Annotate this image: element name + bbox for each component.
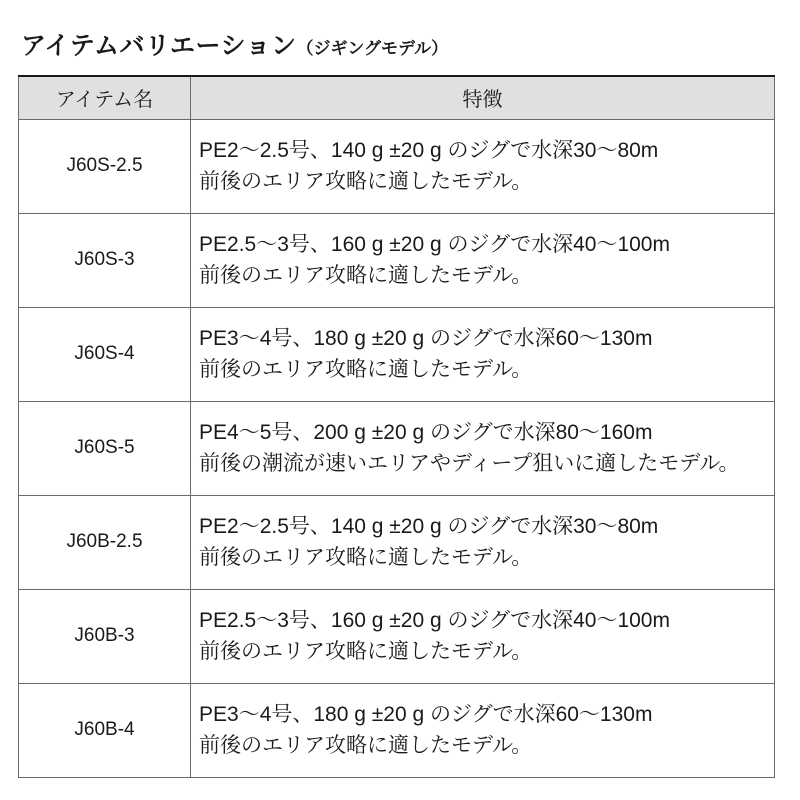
table-row bbox=[19, 589, 775, 683]
table-header-row bbox=[19, 76, 775, 119]
feature-line: 前後のエリア攻略に適したモデル。 bbox=[199, 170, 533, 193]
table-row bbox=[19, 683, 775, 777]
page-title-main: アイテムバリエーション bbox=[21, 32, 297, 60]
item-name: J60S-4 bbox=[19, 307, 191, 401]
item-name: J60B-4 bbox=[19, 683, 191, 777]
feature-text bbox=[191, 683, 775, 777]
column-header-item-name: アイテム名 bbox=[19, 76, 191, 119]
item-name: J60S-2.5 bbox=[19, 119, 191, 213]
item-name: J60S-5 bbox=[19, 401, 191, 495]
feature-line: PE4～5号、200 g ±20 g のジグで水深80～160m bbox=[199, 421, 653, 444]
feature-line: PE3～4号、180 g ±20 g のジグで水深60～130m bbox=[199, 703, 653, 726]
feature-line: 前後のエリア攻略に適したモデル。 bbox=[199, 546, 533, 569]
table-row bbox=[19, 307, 775, 401]
feature-line: PE2～2.5号、140 g ±20 g のジグで水深30～80m bbox=[199, 515, 659, 538]
table-row bbox=[19, 119, 775, 213]
item-name: J60B-2.5 bbox=[19, 495, 191, 589]
feature-text bbox=[191, 401, 775, 495]
table-row bbox=[19, 401, 775, 495]
feature-line: PE2.5～3号、160 g ±20 g のジグで水深40～100m bbox=[199, 609, 670, 632]
feature-line: PE3～4号、180 g ±20 g のジグで水深60～130m bbox=[199, 327, 653, 350]
page-title bbox=[0, 0, 800, 75]
item-variation-table bbox=[18, 75, 775, 778]
item-name: J60S-3 bbox=[19, 213, 191, 307]
page-title-sub: （ジギングモデル） bbox=[296, 39, 449, 58]
feature-line: 前後のエリア攻略に適したモデル。 bbox=[199, 358, 533, 381]
table-row bbox=[19, 213, 775, 307]
feature-text bbox=[191, 495, 775, 589]
table-row bbox=[19, 495, 775, 589]
feature-text bbox=[191, 213, 775, 307]
feature-line: 前後のエリア攻略に適したモデル。 bbox=[199, 734, 533, 757]
feature-line: 前後の潮流が速いエリアやディープ狙いに適したモデル。 bbox=[199, 452, 740, 475]
feature-text bbox=[191, 589, 775, 683]
column-header-feature: 特徴 bbox=[191, 76, 775, 119]
feature-line: 前後のエリア攻略に適したモデル。 bbox=[199, 640, 533, 663]
feature-line: PE2～2.5号、140 g ±20 g のジグで水深30～80m bbox=[199, 139, 659, 162]
feature-text bbox=[191, 119, 775, 213]
feature-line: 前後のエリア攻略に適したモデル。 bbox=[199, 264, 533, 287]
item-name: J60B-3 bbox=[19, 589, 191, 683]
feature-text bbox=[191, 307, 775, 401]
feature-line: PE2.5～3号、160 g ±20 g のジグで水深40～100m bbox=[199, 233, 670, 256]
